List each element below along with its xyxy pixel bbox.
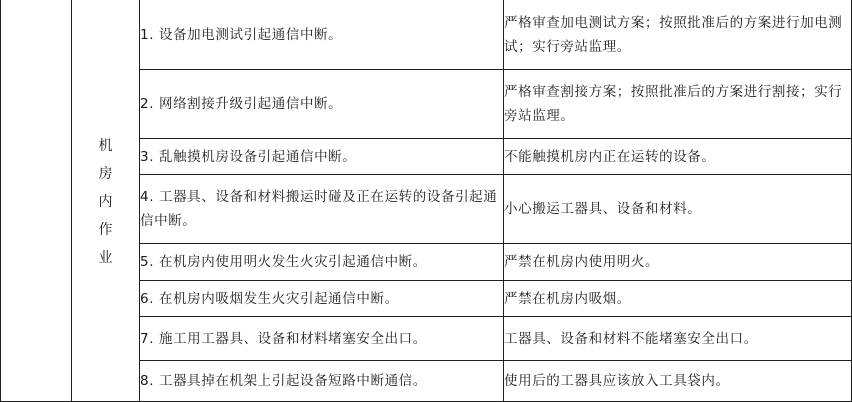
category-char: 作: [98, 222, 113, 238]
category-char: 房: [98, 166, 113, 182]
category-char: 内: [98, 194, 113, 210]
category-char: 业: [98, 250, 113, 266]
measure-cell: 不能触摸机房内正在运转的设备。: [504, 139, 852, 175]
risk-cell: 8. 工器具掉在机架上引起设备短路中断通信。: [140, 361, 504, 402]
category-char: 机: [98, 138, 113, 154]
risk-cell: 1. 设备加电测试引起通信中断。: [140, 0, 504, 70]
measure-cell: 使用后的工器具应该放入工具袋内。: [504, 361, 852, 402]
risk-cell: 3. 乱触摸机房设备引起通信中断。: [140, 139, 504, 175]
measure-cell: 严禁在机房内使用明火。: [504, 244, 852, 281]
measure-cell: 严格审查加电测试方案；按照批准后的方案进行加电测试；实行旁站监理。: [504, 0, 852, 70]
risk-cell: 6. 在机房内吸烟发生火灾引起通信中断。: [140, 281, 504, 317]
category-cell: [72, 0, 140, 402]
measure-cell: 工器具、设备和材料不能堵塞安全出口。: [504, 317, 852, 361]
measure-cell: 严禁在机房内吸烟。: [504, 281, 852, 317]
risk-cell: 5. 在机房内使用明火发生火灾引起通信中断。: [140, 244, 504, 281]
measure-cell: 小心搬运工器具、设备和材料。: [504, 175, 852, 244]
category-label: [99, 137, 113, 267]
table-row: [1, 0, 852, 70]
risk-cell: 4. 工器具、设备和材料搬运时碰及正在运转的设备引起通信中断。: [140, 175, 504, 244]
risk-cell: 7. 施工用工器具、设备和材料堵塞安全出口。: [140, 317, 504, 361]
measure-cell: 严格审查割接方案；按照批准后的方案进行割接；实行旁站监理。: [504, 70, 852, 139]
risk-cell: 2. 网络割接升级引起通信中断。: [140, 70, 504, 139]
blank-index-cell: [1, 0, 72, 402]
